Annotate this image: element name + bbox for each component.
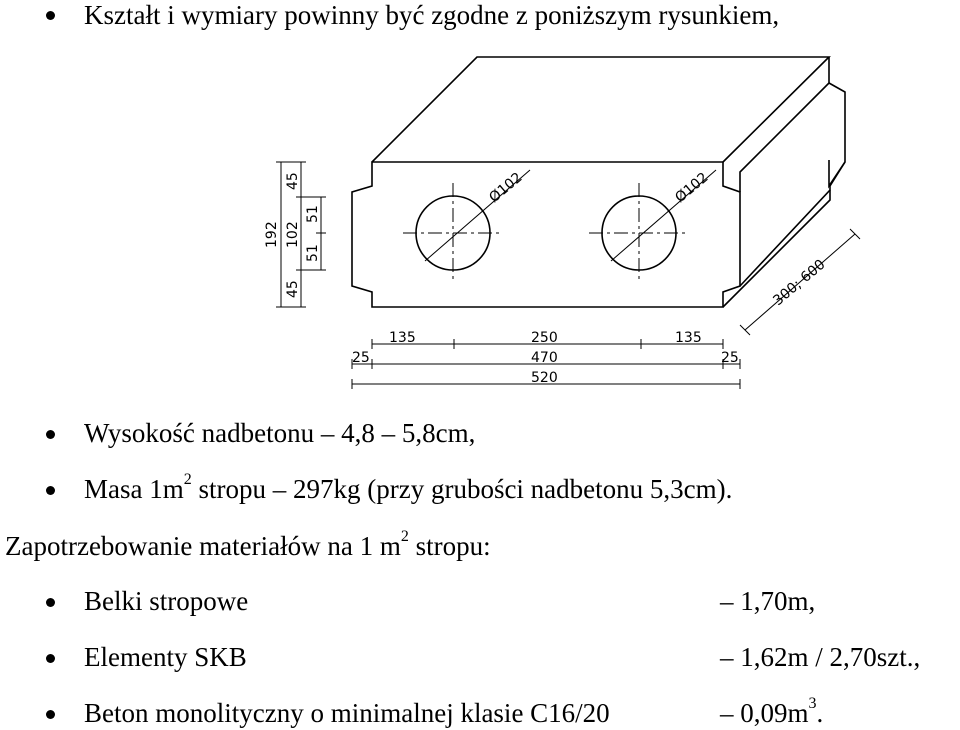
- dim-row1-right: 135: [675, 330, 702, 346]
- dim-mid: 102: [285, 221, 301, 248]
- right-face-notch-upper: [829, 83, 845, 186]
- material-skb: Elementy SKB: [84, 642, 247, 672]
- dim-row2-mid: 470: [531, 350, 558, 366]
- hole-left-label: Ø102: [486, 169, 526, 207]
- mass-text: Masa $1m^2$ stropu – 297kg (przy grubości nadbetonu 5,3cm).: [84, 471, 733, 504]
- dim-total-height: 192: [264, 221, 280, 248]
- top-face: [372, 57, 829, 162]
- dim-top: 45: [285, 172, 301, 190]
- material-beams: Belki stropowe: [84, 586, 249, 616]
- dim-inner-bottom: 51: [305, 244, 321, 262]
- demand-heading: Zapotrzebowanie materiałów na 1 $m^2$ stropu:: [5, 528, 491, 561]
- material-beams-value: – 1,70m,: [720, 586, 816, 616]
- height-text: Wysokość nadbetonu – 4,8 – 5,8cm,: [84, 418, 476, 448]
- material-concrete: Beton monolityczny o minimalnej klasie C16/20: [84, 698, 610, 728]
- length-label: 300; 600: [770, 256, 829, 310]
- dim-row1-mid: 250: [531, 330, 558, 346]
- dim-bottom: 45: [285, 280, 301, 298]
- bullet-4: [46, 654, 55, 663]
- hole-right-label: Ø102: [672, 169, 712, 207]
- dim-row2-left: 25: [352, 350, 370, 366]
- bullet-2: [46, 486, 55, 495]
- front-face-outline: [352, 162, 740, 307]
- intro-text: Kształt i wymiary powinny być zgodne z poniższym rysunkiem,: [84, 0, 780, 30]
- material-concrete-value: – $0,09m^3$.: [720, 695, 824, 728]
- dim-row3: 520: [531, 370, 558, 386]
- dim-inner-top: 51: [305, 205, 321, 223]
- right-face-top: [740, 57, 829, 192]
- dim-row1-left: 135: [389, 330, 416, 346]
- dim-row2-right: 25: [721, 350, 739, 366]
- bullet-1: [46, 430, 55, 439]
- bullet-5: [46, 710, 55, 719]
- material-skb-value: – 1,62m / 2,70szt.,: [720, 642, 921, 672]
- bullet-3: [46, 598, 55, 607]
